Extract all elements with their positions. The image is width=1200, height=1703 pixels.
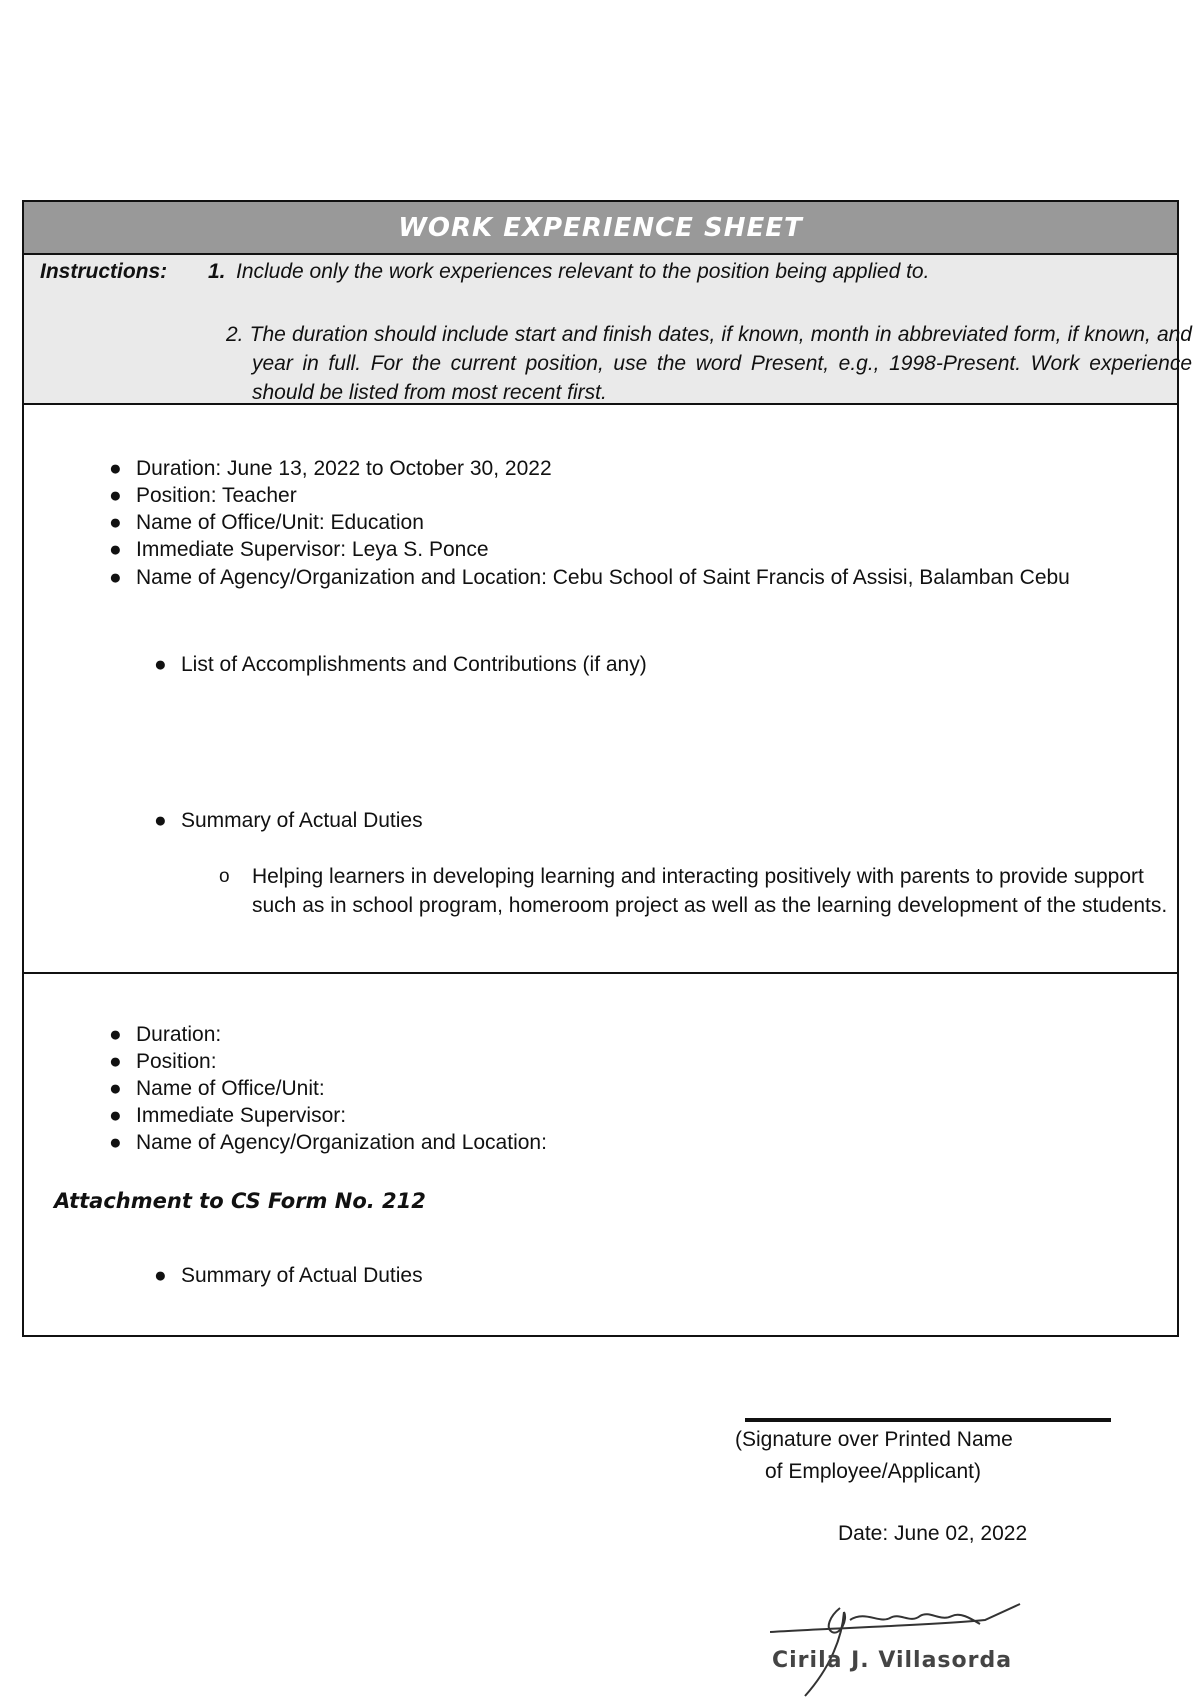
- instructions-label: Instructions:: [40, 260, 168, 283]
- entry1-agency: Name of Agency/Organization and Location: Cebu School of Saint Francis of Assisi, Balamban Cebu: [136, 566, 1070, 589]
- circle-outline-icon: o: [219, 866, 230, 887]
- entry1-duties-label: Summary of Actual Duties: [181, 809, 423, 832]
- entry2-duration: Duration:: [136, 1023, 222, 1046]
- list-item: [219, 862, 1192, 920]
- list-item: [154, 1263, 423, 1289]
- entry1-duration: Duration: June 13, 2022 to October 30, 2022: [136, 457, 552, 480]
- bullet-dot-icon: ●: [109, 1131, 122, 1154]
- entry2-supervisor: Immediate Supervisor:: [136, 1104, 347, 1127]
- signer-name: Cirila J. Villasorda: [772, 1648, 1013, 1673]
- attachment-label: Attachment to CS Form No. 212: [54, 1189, 426, 1213]
- bullet-dot-icon: ●: [154, 809, 167, 832]
- list-item: [109, 537, 489, 563]
- signature-caption-line-2: of Employee/Applicant): [765, 1460, 981, 1483]
- entry1-duty-1: Helping learners in developing learning and interacting positively with parents to provide support such as in school program, homeroom project as well as the learning development of the students.: [252, 865, 1168, 917]
- bullet-dot-icon: ●: [109, 566, 122, 589]
- list-item: [109, 456, 552, 482]
- instructions-panel: [24, 255, 1192, 405]
- signature-caption-line-1: (Signature over Printed Name: [735, 1428, 1013, 1451]
- entry1-accomplishments-label: List of Accomplishments and Contributions (if any): [181, 653, 647, 676]
- list-item: [109, 510, 424, 536]
- entry2-position: Position:: [136, 1050, 217, 1073]
- list-item: [109, 483, 297, 509]
- title-bar: [24, 202, 1177, 255]
- bullet-dot-icon: ●: [154, 1264, 167, 1287]
- list-item: [154, 652, 647, 678]
- list-item: [109, 565, 1191, 591]
- list-item: [109, 1130, 547, 1156]
- work-experience-sheet: [22, 200, 1192, 1337]
- instruction-1-text: Include only the work experiences relevant to the position being applied to.: [236, 260, 930, 283]
- bullet-dot-icon: ●: [109, 511, 122, 534]
- list-item: [109, 1076, 325, 1102]
- entry1-office: Name of Office/Unit: Education: [136, 511, 424, 534]
- bullet-dot-icon: ●: [109, 484, 122, 507]
- list-item: [154, 808, 423, 834]
- signature-line: [745, 1418, 1111, 1422]
- list-item: [109, 1103, 347, 1129]
- bullet-dot-icon: ●: [109, 457, 122, 480]
- instruction-1-number: 1.: [208, 260, 226, 283]
- list-item: [109, 1049, 217, 1075]
- list-item: [109, 1022, 222, 1048]
- signature-date: Date: June 02, 2022: [838, 1522, 1028, 1545]
- instruction-2-text: 2. The duration should include start and finish dates, if known, month in abbreviated form, if known, and year in full. For the current position, use the word Present, e.g., 1998-Present. Work experience should be listed from most recent first.: [226, 323, 1192, 404]
- bullet-dot-icon: ●: [109, 1023, 122, 1046]
- entry-divider: [24, 972, 1177, 974]
- entry2-duties-label: Summary of Actual Duties: [181, 1264, 423, 1287]
- bullet-dot-icon: ●: [109, 1104, 122, 1127]
- entry1-position: Position: Teacher: [136, 484, 297, 507]
- bullet-dot-icon: ●: [109, 538, 122, 561]
- bullet-dot-icon: ●: [109, 1077, 122, 1100]
- bullet-dot-icon: ●: [109, 1050, 122, 1073]
- entry2-office: Name of Office/Unit:: [136, 1077, 325, 1100]
- sheet-title: WORK EXPERIENCE SHEET: [398, 213, 803, 243]
- entry2-agency: Name of Agency/Organization and Location:: [136, 1131, 547, 1154]
- entry1-supervisor: Immediate Supervisor: Leya S. Ponce: [136, 538, 489, 561]
- bullet-dot-icon: ●: [154, 653, 167, 676]
- signature-block: [770, 1598, 1060, 1698]
